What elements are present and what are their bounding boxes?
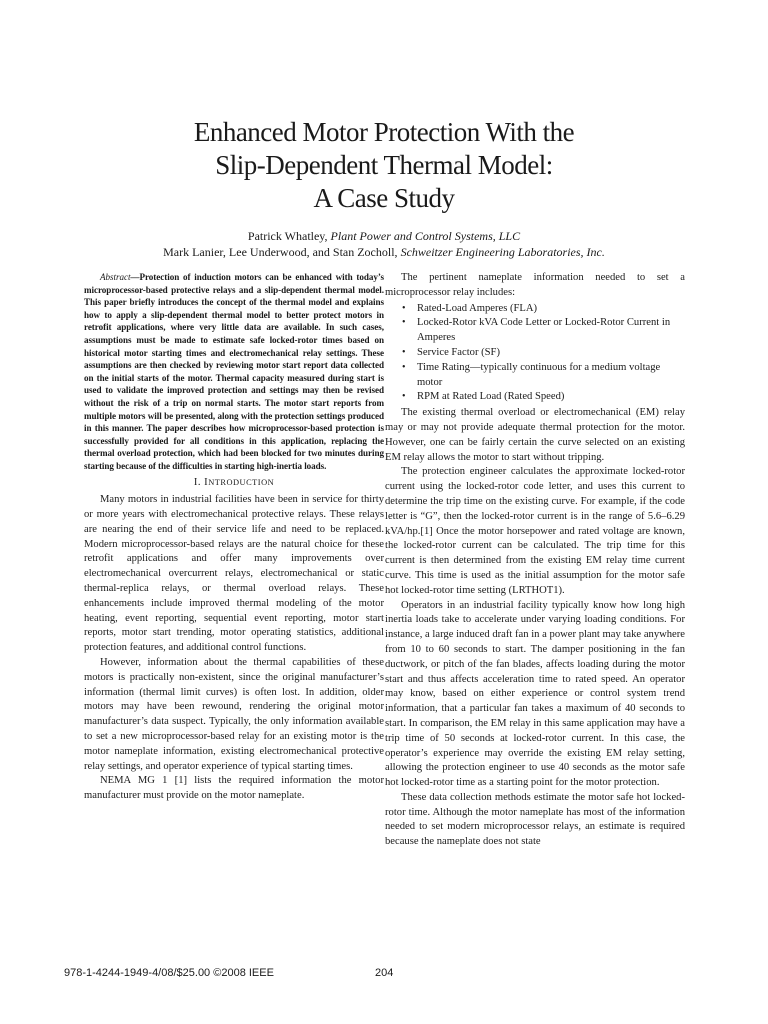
body-paragraph: Operators in an industrial facility typically know how long high inertia loads take to accelerate under varying loading conditions. For instance, a large induced draft fan in a power plant may take anywhere from 10 to 60 seconds to start. The damper positioning in the fan ductwork, or pitch of the fan blades, affects loading during the motor start and thus affects acceleration time to rated speed. An operator may know, based on either experience or control system trend information, that a particular fan takes a maximum of 40 seconds to start. In comparison, the EM relay in this same application may have a trip time of 50 seconds at locked-rotor current. In this case, the operator’s experience may override the existing EM relay setting, allowing the protection engineer to use 40 seconds as the motor safe hot locked-rotor time as a starting point for the motor protection.: [385, 599, 685, 789]
section-heading-initial: I: [204, 476, 209, 488]
body-paragraph: NEMA MG 1 [1] lists the required information the motor manufacturer must provide on the motor nameplate.: [84, 775, 384, 802]
section-heading-introduction: [84, 476, 384, 491]
abstract-lead: Abstract: [100, 272, 131, 282]
left-column: [84, 271, 384, 804]
page-number: 204: [375, 967, 394, 979]
title-line-2: Slip-Dependent Thermal Model:: [215, 150, 553, 180]
list-item-text: Service Factor (SF): [417, 346, 500, 358]
list-item: [402, 390, 685, 405]
abstract-dash: —: [130, 272, 140, 282]
bullet-icon: •: [402, 346, 406, 358]
author-line-1: [60, 228, 708, 244]
list-item-text: RPM at Rated Load (Rated Speed): [417, 391, 565, 403]
bullet-icon: •: [402, 361, 406, 373]
body-paragraph: Many motors in industrial facilities have been in service for thirty or more years with electromechanical protective relays. These relays are nearing the end of their service life and need to be replaced. Modern microprocessor-based relays are the natural choice for these retrofit applications and offer many improvements over electromechanical overcurrent relays, electromechanical or static thermal-replica relays, or thermal overload relays. These enhancements include improved thermal modeling of the motor heating, event reporting, sequential event reporting, motor start reports, motor start trending, motor operating statistics, additional protection features, and additional control functions.: [84, 494, 384, 654]
body-paragraph: However, information about the thermal capabilities of these motors is practically non-existent, since the original manufacturer’s information (thermal limit curves) is often lost. In addition, older motors may have been rewound, rendering the original motor manufacturer’s data suspect. Typically, the only information available to set a new microprocessor-based relay for an existing motor is the motor nameplate information, existing electromechanical protective relay settings, and operator experience of typical starting times.: [84, 657, 384, 772]
footer-isbn: 978-1-4244-1949-4/08/$25.00 ©2008 IEEE: [64, 967, 274, 979]
bullet-icon: •: [402, 391, 406, 403]
abstract-text: Protection of induction motors can be enhanced with today’s microprocessor-based protective relays and a slip-dependent thermal model. This paper briefly introduces the concept of the thermal model and explains how to apply a slip-dependent thermal model to better protect motors in retrofit applications, where very little data are available. In such cases, assumptions must be made to estimate safe locked-rotor times based on historical motor starting times and electromechanical relay settings. These assumptions are then checked by reviewing motor start report data collected on the initial starts of the motor. Thermal capacity measured during start is used to validate the improved protection and settings may then be revised without the risk of a trip on normal starts. The motor start reports from multiple motors will be presented, along with the protection settings produced in this manner. The paper describes how microprocessor-based protection is successfully provided for all conditions in this application, replacing the thermal overload protection, which had been blocked for two minutes during starting because of the difficulties in starting high-inertia loads.: [84, 272, 384, 471]
author-affiliation-2: Schweitzer Engineering Laboratories, Inc.: [400, 245, 605, 259]
body-paragraph: The pertinent nameplate information needed to set a microprocessor relay includes:: [385, 272, 685, 298]
list-item-text: Locked-Rotor kVA Code Letter or Locked-Rotor Current in Amperes: [417, 317, 671, 344]
author-block: [60, 228, 708, 260]
bullet-icon: •: [402, 302, 406, 314]
section-numeral: I.: [193, 476, 201, 488]
title-line-1: Enhanced Motor Protection With the: [193, 117, 575, 147]
author-names-2: Mark Lanier, Lee Underwood, and Stan Zocholl,: [163, 245, 401, 259]
list-item: [402, 346, 685, 361]
nameplate-info-list: [385, 302, 685, 406]
author-affiliation-1: Plant Power and Control Systems, LLC: [330, 229, 521, 243]
list-item: [402, 316, 685, 346]
right-column: [385, 271, 685, 850]
bullet-icon: •: [402, 317, 406, 329]
list-item: [402, 361, 685, 391]
list-item: [402, 302, 685, 317]
list-item-text: Time Rating—typically continuous for a medium voltage motor: [417, 361, 661, 388]
body-paragraph: These data collection methods estimate the motor safe hot locked-rotor time. Although the motor nameplate has most of the information needed to set modern microprocessor relays, an estimate is required because the nameplate does not state: [385, 791, 685, 848]
author-line-2: [60, 244, 708, 260]
abstract: [84, 271, 384, 473]
list-item-text: Rated-Load Amperes (FLA): [417, 302, 538, 314]
section-heading-rest: NTRODUCTION: [208, 477, 275, 487]
title-line-3: A Case Study: [313, 183, 455, 213]
body-paragraph: The protection engineer calculates the approximate locked-rotor current using the locked-rotor code letter, and uses this current to determine the trip time on the existing curve. For example, if the code letter is “G”, then the locked-rotor current is in the range of 5.6–6.29 kVA/hp.[1] Once the motor horsepower and rated voltage are known, the locked-rotor current can be calculated. The trip time for this current is then determined from the existing EM relay time current curve. This time is used as the initial assumption for the motor safe hot locked-rotor time setting (LRTHOT1).: [385, 466, 685, 596]
paper-title: [100, 116, 668, 215]
body-paragraph: The existing thermal overload or electromechanical (EM) relay may or may not provide adequate thermal protection for the motor. However, one can be fairly certain the curve selected on an existing EM relay allows the motor to start without tripping.: [385, 407, 685, 463]
author-names-1: Patrick Whatley,: [247, 229, 331, 243]
